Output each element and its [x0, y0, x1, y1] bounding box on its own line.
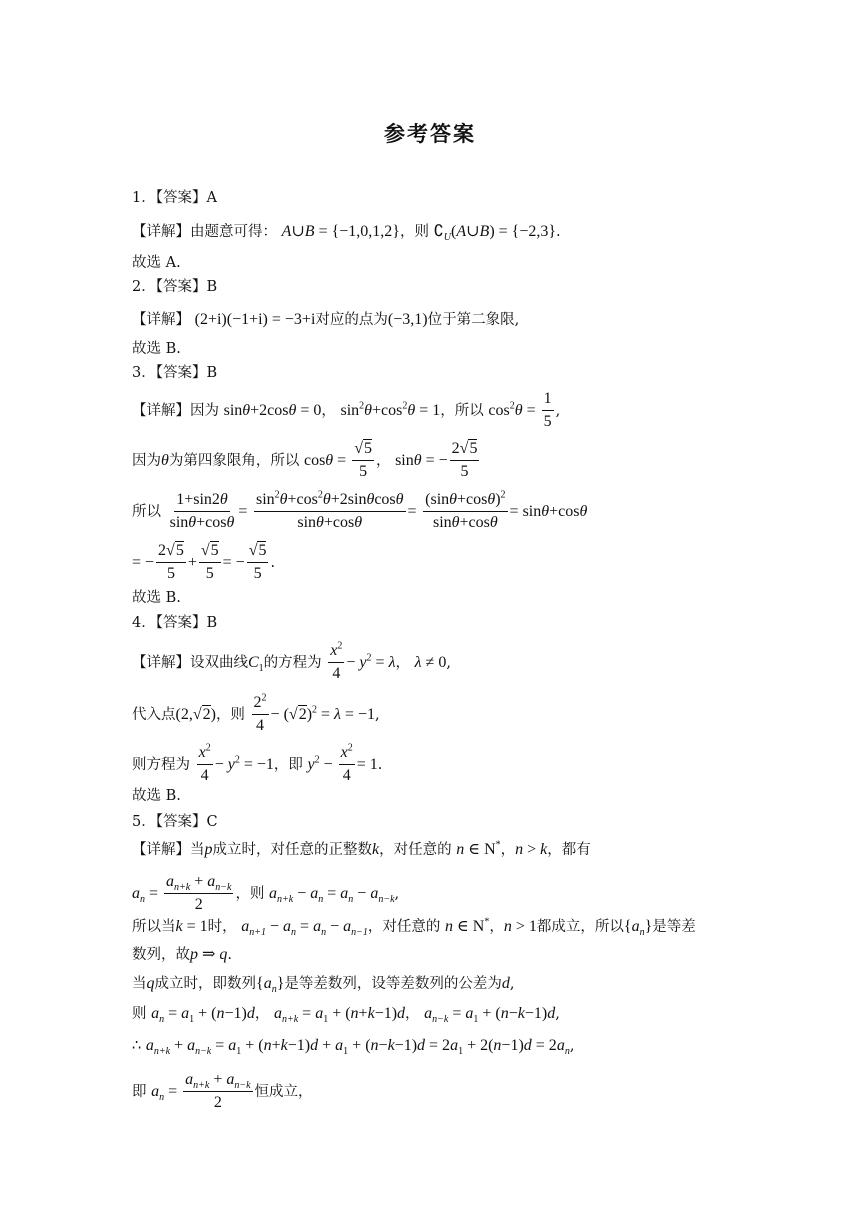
q4-choose: 故选 B. [132, 788, 181, 804]
q4-line2: 代入点(2,√2)，则 $\frac{2^2}{4}$ − $(√2)^2 = \lambda = -1$, [132, 692, 380, 735]
q3-line3: 所以 $\frac{1+\sin 2\theta}{\sin\theta+\cos\theta}$ = $\frac{\sin^2\theta+\cos^2\theta+2\sin\theta\cos\theta}{\sin\theta+\cos\theta}$ = $\frac{(\sin\theta+\cos\theta)^2}{\sin\theta+\cos\theta}$ = sinθ+cosθ [132, 489, 588, 532]
q3-answer: 3．【答案】B [132, 365, 218, 381]
q4-line3: 则方程为 $\frac{x^2}{4}$ − $y^2 = -1$，即 $y^2$ − $\frac{x^2}{4}$ = 1. [132, 742, 383, 785]
page-title: 参考答案 [384, 122, 476, 146]
q1-explain: 【详解】由题意可得： A∪B = {−1,0,1,2}，则 $∁_U(A\cup B) = \{-2,3\}$. [132, 223, 561, 244]
q5-line6: 则 $a_n = a_1 + (n-1)d$， $a_{n+k} = a_1 + (n+k-1)d$， $a_{n-k} = a_1 + (n-k-1)d$, [132, 1005, 560, 1026]
q5-line3: 所以当k = 1时， $a_{n+1} - a_n = a_n - a_{n-1}$，对任意的 n ∈ N*，n > 1都成立，所以$\{a_n\}$是等差 [132, 916, 696, 939]
q5-answer: 5．【答案】C [132, 814, 218, 830]
q1-answer: 1．【答案】A [132, 190, 217, 206]
q3-line1: 【详解】因为 sinθ+2cosθ = 0， $\sin^2\theta+\cos^2\theta = 1$，所以 $\cos^2\theta$ = $\frac{1}{5}$ , [132, 390, 561, 431]
q5-line5: 当q成立时，即数列$\{a_n\}$是等差数列，设等差数列的公差为d, [132, 975, 515, 996]
q3-line4: = − $\frac{2√5}{5}$ + $\frac{√5}{5}$ = − $\frac{√5}{5}$ . [132, 542, 276, 583]
q2-answer: 2．【答案】B [132, 279, 218, 295]
q5-line8: 即 $a_n$ = $\frac{a_{n+k} + a_{n-k}}{2}$ 恒成立， [132, 1071, 313, 1112]
q1-choose: 故选 A. [132, 255, 181, 271]
q5-line4: 数列，故p ⇒ q. [132, 946, 233, 963]
q2-choose: 故选 B. [132, 341, 181, 357]
q4-line1: 【详解】设双曲线$C_1$的方程为 $\frac{x^2}{4}$ − $y^2 = \lambda$， λ ≠ 0, [132, 640, 451, 683]
q5-line1: 【详解】当p成立时，对任意的正整数k，对任意的 n ∈ N*，n > k，都有 [132, 839, 591, 858]
q2-explain: 【详解】 (2+i)(−1+i) = −3+i对应的点为(−3,1)位于第二象限, [132, 311, 520, 328]
q5-line2: $a_n$ = $\frac{a_{n+k} + a_{n-k}}{2}$ ，则 $a_{n+k} - a_n = a_n - a_{n-k}$, [132, 873, 400, 914]
q4-answer: 4．【答案】B [132, 615, 218, 631]
q3-choose: 故选 B. [132, 590, 181, 606]
q5-line7: ∴ $a_{n+k} + a_{n-k} = a_1 + (n+k-1)d + a_1 + (n-k-1)d = 2a_1 + 2(n-1)d = 2a_n$, [132, 1037, 575, 1058]
q3-line2: 因为θ为第四象限角，所以 cosθ = $\frac{√5}{5}$ ， sinθ = − $\frac{2√5}{5}$ [132, 440, 478, 481]
